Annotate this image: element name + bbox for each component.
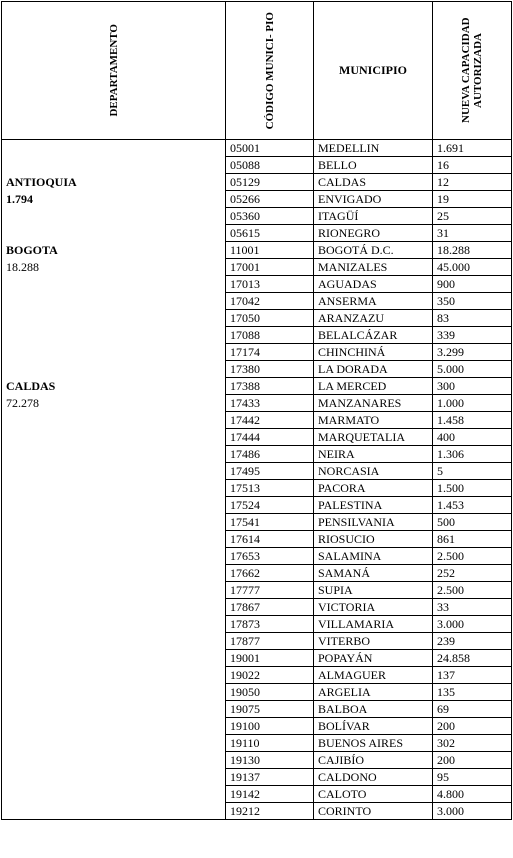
capacidad-cell: 24.858 — [433, 650, 512, 667]
table-row — [2, 633, 512, 650]
codigo-cell: 11001 — [226, 242, 314, 259]
municipio-cell: CAJIBÍO — [314, 752, 433, 769]
codigo-cell: 19130 — [226, 752, 314, 769]
municipio-cell: MANIZALES — [314, 259, 433, 276]
table-row — [2, 259, 512, 276]
codigo-cell: 17662 — [226, 565, 314, 582]
capacidad-cell: 3.299 — [433, 344, 512, 361]
codigo-cell: 19110 — [226, 735, 314, 752]
capacidad-cell: 500 — [433, 514, 512, 531]
codigo-cell: 19050 — [226, 684, 314, 701]
capacidad-cell: 5 — [433, 463, 512, 480]
codigo-cell: 17388 — [226, 378, 314, 395]
codigo-cell: 17174 — [226, 344, 314, 361]
capacidad-cell: 16 — [433, 157, 512, 174]
table-row — [2, 650, 512, 667]
capacidad-cell: 45.000 — [433, 259, 512, 276]
capacidad-cell: 137 — [433, 667, 512, 684]
codigo-cell: 19142 — [226, 786, 314, 803]
capacidad-cell: 1.000 — [433, 395, 512, 412]
table-row — [2, 701, 512, 718]
table-row — [2, 412, 512, 429]
departamento-cell — [2, 701, 226, 718]
codigo-cell: 17513 — [226, 480, 314, 497]
municipio-cell: CHINCHINÁ — [314, 344, 433, 361]
codigo-cell: 17013 — [226, 276, 314, 293]
table-row — [2, 344, 512, 361]
departamento-cell — [2, 650, 226, 667]
departamento-cell — [2, 429, 226, 446]
capacidad-cell: 302 — [433, 735, 512, 752]
capacidad-cell: 4.800 — [433, 786, 512, 803]
departamento-cell: BOGOTA — [2, 242, 226, 259]
codigo-cell: 05001 — [226, 140, 314, 157]
departamento-cell — [2, 803, 226, 820]
codigo-cell: 05266 — [226, 191, 314, 208]
departamento-cell: CALDAS — [2, 378, 226, 395]
codigo-cell: 19212 — [226, 803, 314, 820]
municipio-cell: LA MERCED — [314, 378, 433, 395]
codigo-cell: 17495 — [226, 463, 314, 480]
departamento-cell — [2, 446, 226, 463]
departamento-cell — [2, 718, 226, 735]
capacidad-cell: 18.288 — [433, 242, 512, 259]
capacidad-cell: 1.691 — [433, 140, 512, 157]
table-row — [2, 735, 512, 752]
table-row — [2, 480, 512, 497]
municipio-cell: ENVIGADO — [314, 191, 433, 208]
codigo-cell: 17486 — [226, 446, 314, 463]
table-row — [2, 276, 512, 293]
codigo-cell: 17001 — [226, 259, 314, 276]
header-departamento — [2, 2, 226, 140]
departamento-cell — [2, 344, 226, 361]
capacidad-cell: 3.000 — [433, 803, 512, 820]
codigo-cell: 17444 — [226, 429, 314, 446]
codigo-cell: 05129 — [226, 174, 314, 191]
codigo-cell: 19075 — [226, 701, 314, 718]
table-row — [2, 140, 512, 157]
table-row — [2, 684, 512, 701]
header-municipio — [314, 2, 433, 140]
table-row — [2, 599, 512, 616]
codigo-cell: 19137 — [226, 769, 314, 786]
table-row — [2, 429, 512, 446]
capacidad-cell: 2.500 — [433, 582, 512, 599]
municipio-cell: MARQUETALIA — [314, 429, 433, 446]
municipio-cell: PACORA — [314, 480, 433, 497]
codigo-cell: 17088 — [226, 327, 314, 344]
header-municipio-text: MUNICIPIO — [339, 63, 407, 77]
departamento-cell — [2, 633, 226, 650]
municipio-cell: CALOTO — [314, 786, 433, 803]
codigo-cell: 05360 — [226, 208, 314, 225]
municipio-cell: ALMAGUER — [314, 667, 433, 684]
codigo-cell: 17877 — [226, 633, 314, 650]
capacidad-cell: 135 — [433, 684, 512, 701]
municipio-cell: SAMANÁ — [314, 565, 433, 582]
departamento-cell — [2, 497, 226, 514]
codigo-cell: 17614 — [226, 531, 314, 548]
header-capacidad — [433, 2, 512, 140]
departamento-cell — [2, 735, 226, 752]
municipio-cell: PALESTINA — [314, 497, 433, 514]
table-row — [2, 752, 512, 769]
capacidad-cell: 12 — [433, 174, 512, 191]
departamento-cell — [2, 752, 226, 769]
departamento-cell — [2, 667, 226, 684]
departamento-cell — [2, 412, 226, 429]
municipio-cell: RIONEGRO — [314, 225, 433, 242]
table-header — [2, 2, 512, 140]
departamento-cell: 1.794 — [2, 191, 226, 208]
capacidad-cell: 2.500 — [433, 548, 512, 565]
codigo-cell: 17873 — [226, 616, 314, 633]
municipio-cell: BOLÍVAR — [314, 718, 433, 735]
municipio-cell: LA DORADA — [314, 361, 433, 378]
header-codigo — [226, 2, 314, 140]
capacidad-cell: 861 — [433, 531, 512, 548]
departamento-cell — [2, 310, 226, 327]
municipio-cell: CALDAS — [314, 174, 433, 191]
capacidad-cell: 1.458 — [433, 412, 512, 429]
capacidad-cell: 25 — [433, 208, 512, 225]
departamento-cell — [2, 786, 226, 803]
municipio-cell: NORCASIA — [314, 463, 433, 480]
table-row — [2, 191, 512, 208]
departamento-cell — [2, 582, 226, 599]
table-row — [2, 616, 512, 633]
departamento-cell — [2, 616, 226, 633]
codigo-cell: 17380 — [226, 361, 314, 378]
table-body — [2, 140, 512, 820]
capacidad-cell: 400 — [433, 429, 512, 446]
departamento-cell — [2, 276, 226, 293]
table-row — [2, 565, 512, 582]
capacidad-cell: 95 — [433, 769, 512, 786]
departamento-cell — [2, 208, 226, 225]
capacidad-cell: 200 — [433, 752, 512, 769]
municipio-cell: PENSILVANIA — [314, 514, 433, 531]
municipio-cell: BALBOA — [314, 701, 433, 718]
table-row — [2, 803, 512, 820]
municipio-cell: POPAYÁN — [314, 650, 433, 667]
departamento-cell — [2, 480, 226, 497]
header-capacidad-text: NUEVA CAPACIDAD AUTORIZADA — [460, 17, 484, 124]
departamento-cell — [2, 463, 226, 480]
table-row — [2, 531, 512, 548]
capacidad-cell: 339 — [433, 327, 512, 344]
capacidad-cell: 300 — [433, 378, 512, 395]
codigo-cell: 17050 — [226, 310, 314, 327]
departamento-cell — [2, 361, 226, 378]
departamento-cell — [2, 225, 226, 242]
table-row — [2, 157, 512, 174]
table-row — [2, 769, 512, 786]
municipio-cell: MANZANARES — [314, 395, 433, 412]
municipio-cell: AGUADAS — [314, 276, 433, 293]
table-row — [2, 225, 512, 242]
table-row — [2, 446, 512, 463]
capacidad-cell: 19 — [433, 191, 512, 208]
table-row — [2, 718, 512, 735]
table-row — [2, 378, 512, 395]
codigo-cell: 19022 — [226, 667, 314, 684]
capacidad-cell: 239 — [433, 633, 512, 650]
codigo-cell: 17867 — [226, 599, 314, 616]
municipio-cell: ITAGÜÍ — [314, 208, 433, 225]
municipio-cell: ARANZAZU — [314, 310, 433, 327]
municipio-cell: MEDELLIN — [314, 140, 433, 157]
table-row — [2, 497, 512, 514]
codigo-cell: 17653 — [226, 548, 314, 565]
departamento-cell — [2, 769, 226, 786]
codigo-cell: 17433 — [226, 395, 314, 412]
departamento-cell — [2, 293, 226, 310]
departamento-cell — [2, 684, 226, 701]
capacidad-cell: 83 — [433, 310, 512, 327]
municipio-cell: NEIRA — [314, 446, 433, 463]
table-row — [2, 463, 512, 480]
municipio-cell: VICTORIA — [314, 599, 433, 616]
capacidad-cell: 900 — [433, 276, 512, 293]
municipio-cell: VILLAMARIA — [314, 616, 433, 633]
capacidad-cell: 350 — [433, 293, 512, 310]
capacidad-cell: 1.453 — [433, 497, 512, 514]
header-codigo-text: CÓDIGO MUNICI- PIO — [263, 11, 276, 130]
municipio-cell: CORINTO — [314, 803, 433, 820]
departamento-cell — [2, 514, 226, 531]
municipio-cell: ANSERMA — [314, 293, 433, 310]
table-row — [2, 582, 512, 599]
table-row — [2, 361, 512, 378]
table-row — [2, 208, 512, 225]
departamento-cell — [2, 531, 226, 548]
municipio-cell: BUENOS AIRES — [314, 735, 433, 752]
header-row — [2, 2, 512, 140]
table-row — [2, 242, 512, 259]
municipio-cell: BOGOTÁ D.C. — [314, 242, 433, 259]
municipio-cell: VITERBO — [314, 633, 433, 650]
capacidad-cell: 1.306 — [433, 446, 512, 463]
capacity-table — [1, 1, 512, 820]
table-row — [2, 514, 512, 531]
codigo-cell: 05615 — [226, 225, 314, 242]
table-row — [2, 327, 512, 344]
departamento-cell — [2, 327, 226, 344]
municipio-cell: ARGELIA — [314, 684, 433, 701]
table-row — [2, 786, 512, 803]
municipio-cell: SALAMINA — [314, 548, 433, 565]
table-row — [2, 310, 512, 327]
municipio-cell: SUPIA — [314, 582, 433, 599]
departamento-cell — [2, 157, 226, 174]
departamento-cell — [2, 548, 226, 565]
codigo-cell: 17042 — [226, 293, 314, 310]
capacidad-cell: 252 — [433, 565, 512, 582]
table-row — [2, 293, 512, 310]
table-row — [2, 174, 512, 191]
departamento-cell — [2, 599, 226, 616]
municipio-cell: CALDONO — [314, 769, 433, 786]
departamento-cell: ANTIOQUIA — [2, 174, 226, 191]
municipio-cell: BELLO — [314, 157, 433, 174]
capacidad-cell: 33 — [433, 599, 512, 616]
departamento-cell — [2, 140, 226, 157]
table-row — [2, 667, 512, 684]
table-row — [2, 395, 512, 412]
capacidad-cell: 5.000 — [433, 361, 512, 378]
capacidad-cell: 1.500 — [433, 480, 512, 497]
capacidad-cell: 69 — [433, 701, 512, 718]
codigo-cell: 17524 — [226, 497, 314, 514]
departamento-cell — [2, 565, 226, 582]
codigo-cell: 17541 — [226, 514, 314, 531]
capacidad-cell: 200 — [433, 718, 512, 735]
municipio-cell: MARMATO — [314, 412, 433, 429]
codigo-cell: 17442 — [226, 412, 314, 429]
municipio-cell: BELALCÁZAR — [314, 327, 433, 344]
codigo-cell: 19001 — [226, 650, 314, 667]
departamento-cell: 72.278 — [2, 395, 226, 412]
municipio-cell: RIOSUCIO — [314, 531, 433, 548]
capacidad-cell: 31 — [433, 225, 512, 242]
departamento-cell: 18.288 — [2, 259, 226, 276]
header-departamento-text: DEPARTAMENTO — [107, 24, 120, 117]
codigo-cell: 17777 — [226, 582, 314, 599]
codigo-cell: 05088 — [226, 157, 314, 174]
table-row — [2, 548, 512, 565]
codigo-cell: 19100 — [226, 718, 314, 735]
capacidad-cell: 3.000 — [433, 616, 512, 633]
